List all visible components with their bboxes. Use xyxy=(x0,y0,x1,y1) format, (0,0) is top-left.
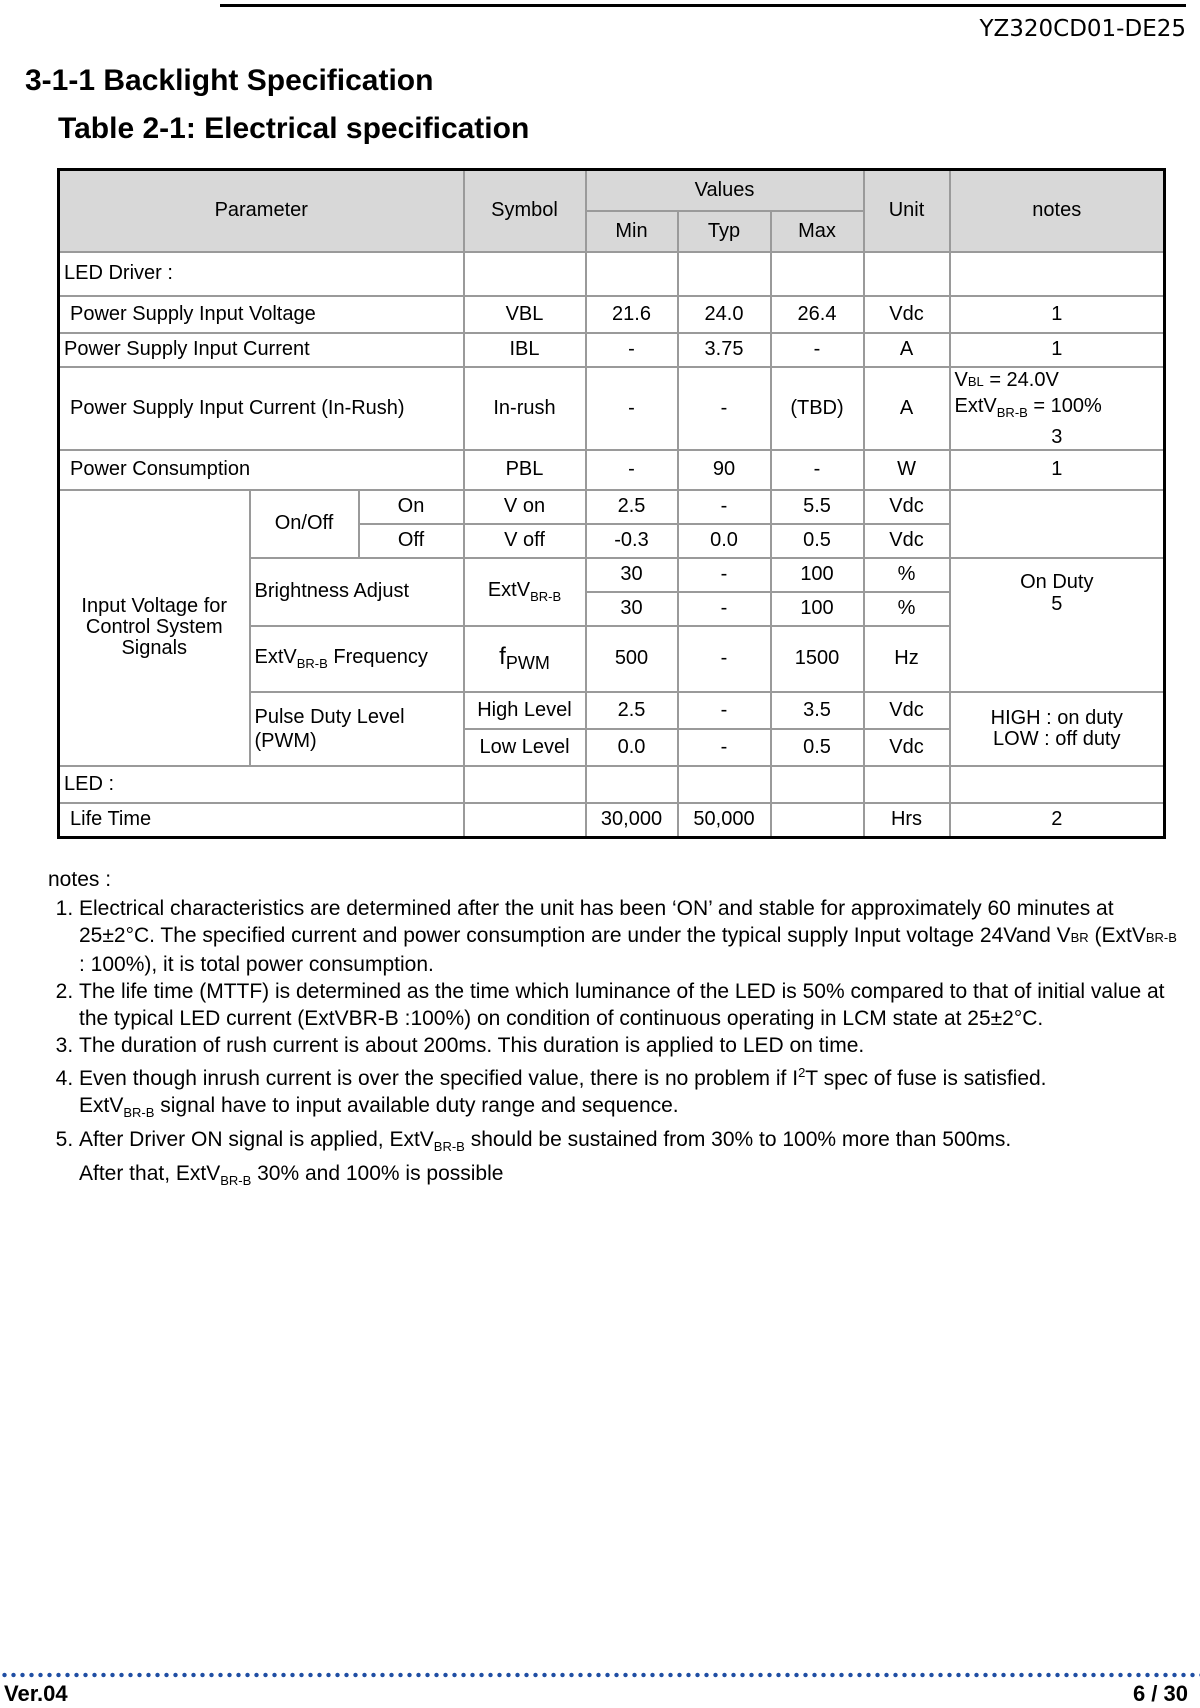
header-symbol: Symbol xyxy=(464,170,586,252)
input-voltage-group-label: Input Voltage for Control System Signals xyxy=(59,490,250,766)
table-row: Brightness Adjust ExtV$_{BR-B}$ 30 - 100 % On Duty 5 xyxy=(59,558,1165,592)
table-title: Table 2-1: Electrical specification xyxy=(58,112,530,145)
header-typ: Typ xyxy=(678,211,771,252)
led-label: LED : xyxy=(59,766,464,803)
header-min: Min xyxy=(586,211,678,252)
inrush-note: VBL = 24.0V ExtV$_{BR-B}$ = 100% 3 xyxy=(950,367,1165,450)
table-row xyxy=(59,252,1165,296)
electrical-spec-table xyxy=(57,168,1166,839)
header-max: Max xyxy=(771,211,864,252)
table-row: Power Consumption PBL - 90 - W 1 xyxy=(59,450,1165,490)
frequency-label: ExtV$_{BR-B}$ Frequency xyxy=(250,626,464,692)
table-row: Pulse Duty Level (PWM) High Level 2.5 - 3.5 Vdc HIGH : on duty LOW : off duty xyxy=(59,692,1165,729)
on-duty-note: On Duty 5 xyxy=(950,558,1165,692)
note-2: 2. The life time (MTTF) is determined as the time which luminance of the LED is 50% compared to that of initial value at the typical LED current (ExtVBR-B :100%) on condition of continuous operating in LCM state at 25±2°C. xyxy=(79,978,1178,1032)
footer-dotted-rule xyxy=(0,1672,1200,1678)
table-row: Off V off -0.3 0.0 0.5 Vdc xyxy=(59,524,1165,558)
table-row: Life Time 30,000 50,000 Hrs 2 xyxy=(59,803,1165,838)
notes-title: notes : xyxy=(48,868,112,891)
note-3: 3. The duration of rush current is about 200ms. This duration is applied to LED on time. xyxy=(79,1032,1178,1059)
version-label: Ver.04 xyxy=(4,1681,68,1706)
page-number: 6 / 30 xyxy=(1132,1681,1188,1706)
table-row: ExtV$_{BR-B}$ Frequency $f_{PWM}$ 500 - 1500 Hz xyxy=(59,626,1165,692)
pulse-duty-label: Pulse Duty Level (PWM) xyxy=(250,692,464,766)
table-row xyxy=(59,766,1165,803)
header-parameter: Parameter xyxy=(59,170,464,252)
note-4: 4. Even though inrush current is over the specified value, there is no problem if $I^2T$ spec of fuse is satisfied. ExtV$_{BR-B}$ signal have to input available duty range and sequence. xyxy=(79,1059,1178,1126)
duty-note: HIGH : on duty LOW : off duty xyxy=(950,692,1165,766)
document-id: YZ320CD01-DE25 xyxy=(979,16,1186,42)
table-row: Power Supply Input Current IBL - 3.75 - A 1 xyxy=(59,333,1165,367)
section-title: 3-1-1 Backlight Specification xyxy=(25,64,434,97)
table-row: Input Voltage for Control System Signals On/Off On V on 2.5 - 5.5 Vdc xyxy=(59,490,1165,524)
note-5: 5. After Driver ON signal is applied, ExtV$_{BR-B}$ should be sustained from 30% to 100% more than 500ms. After that, ExtV$_{BR-B}$ 30% and 100% is possible xyxy=(79,1126,1178,1194)
frequency-symbol: $f_{PWM}$ xyxy=(464,626,586,692)
notes-section xyxy=(48,866,1178,1195)
note-1: 1. Electrical characteristics are determined after the unit has been ‘ON’ and stable for approximately 60 minutes at 25±2°C. The specified current and power consumption are under the typical supply Input voltage 24Vand VBR (ExtVBR-B : 100%), it is total power consumption. xyxy=(79,895,1178,978)
table-row: Power Supply Input Current (In-Rush) In-rush - - (TBD) A VBL = 24.0V ExtV$_{BR-B}$ = 100% 3 xyxy=(59,367,1165,450)
led-driver-label: LED Driver : xyxy=(59,252,464,296)
header-values: Values xyxy=(586,170,864,211)
table-row: 30 - 100 % xyxy=(59,592,1165,626)
table-row: Low Level 0.0 - 0.5 Vdc xyxy=(59,729,1165,766)
brightness-symbol: ExtV$_{BR-B}$ xyxy=(464,558,586,626)
table-row: Power Supply Input Voltage VBL 21.6 24.0 26.4 Vdc 1 xyxy=(59,296,1165,333)
header-rule xyxy=(220,4,1186,7)
header-notes: notes xyxy=(950,170,1165,252)
header-unit: Unit xyxy=(864,170,950,252)
